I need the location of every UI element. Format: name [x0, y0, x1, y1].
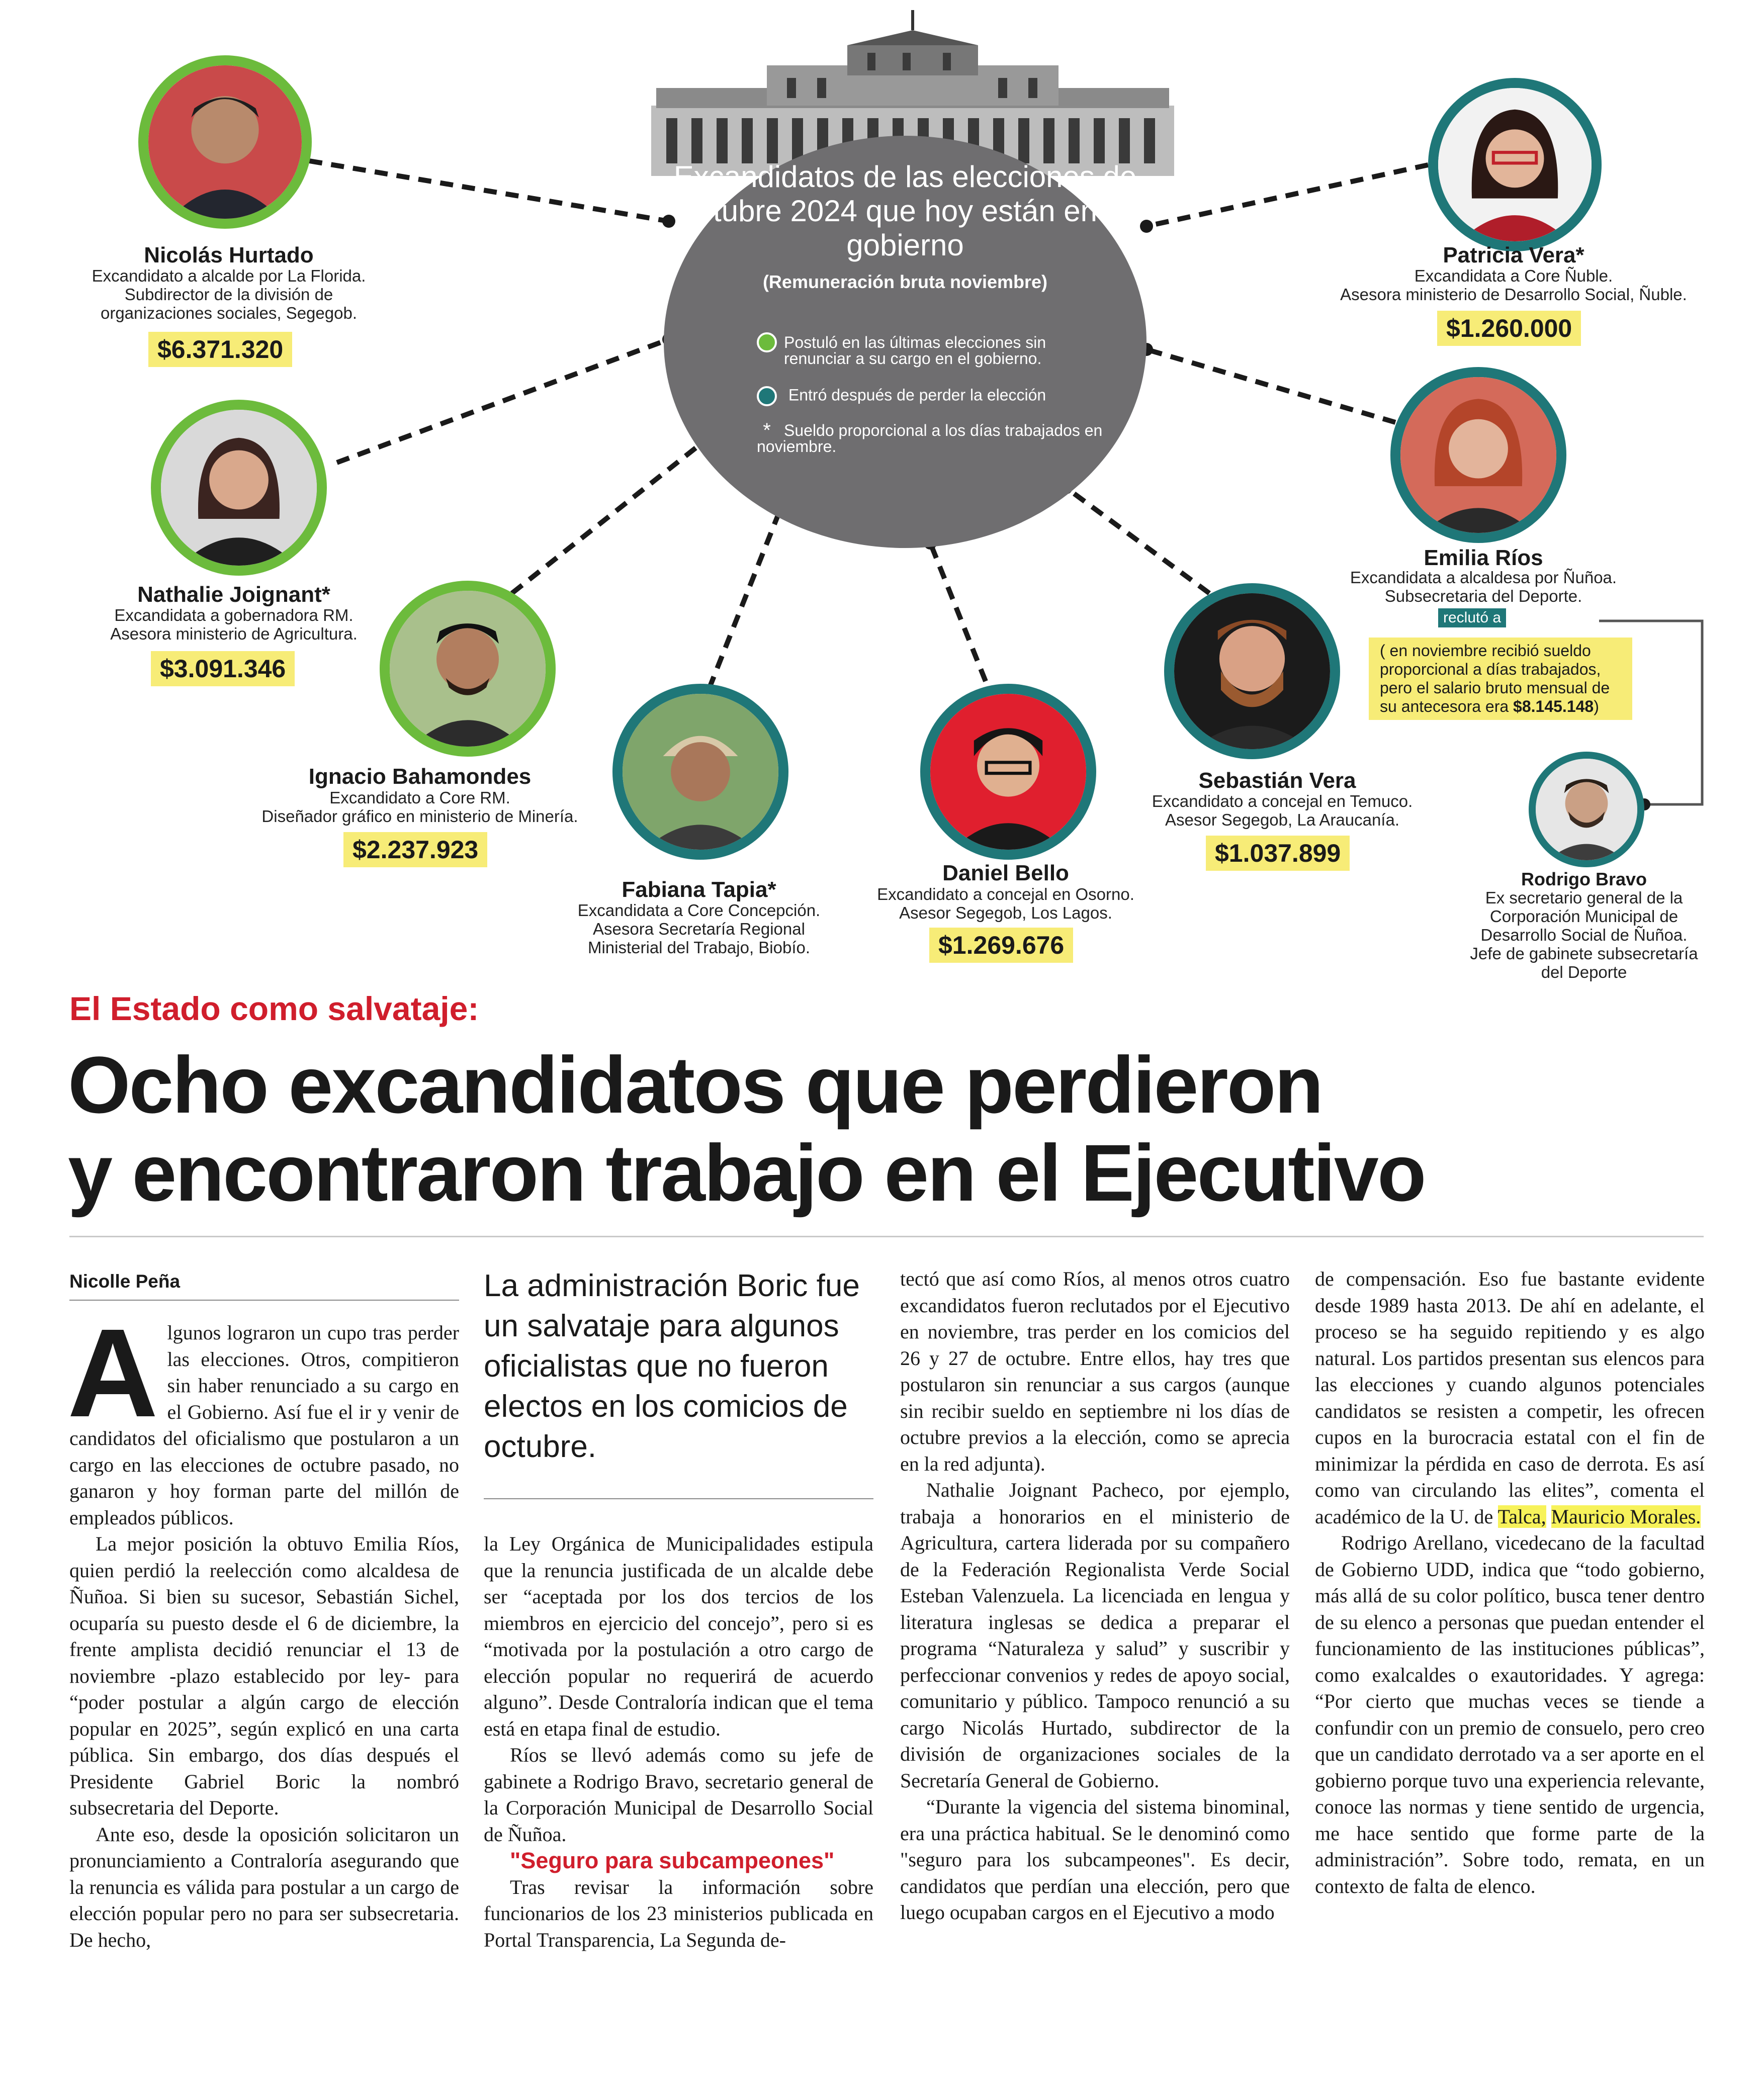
legend-star-text: Sueldo proporcional a los días trabajados en noviembre. — [757, 421, 1103, 456]
pullquote-rule — [484, 1498, 873, 1499]
connector-rios — [1146, 349, 1395, 422]
salary-hurtado: $6.371.320 — [148, 332, 292, 367]
avatar-patricia-vera — [1428, 78, 1602, 251]
avatar-hurtado — [138, 55, 312, 229]
paragraph: “Durante la vigencia del sistema binominal, era una práctica habitual. Se le denominó como "seguro para los subcampeones". Es decir, candidatos que perdían una elección, pero que luego ocupaban cargos en el Ejecutivo a modo — [900, 1795, 1290, 1924]
name-rios: Emilia Ríos — [1424, 545, 1543, 570]
desc-rios: Excandidata a alcaldesa por Ñuñoa. Subsecretaria del Deporte. — [1350, 568, 1617, 605]
desc-tapia: Excandidata a Core Concepción. Asesora Secretaría Regional Ministerial del Trabajo, Biobío. — [577, 901, 821, 957]
infographic-subtitle: (Remuneración bruta noviembre) — [762, 271, 1048, 292]
connector-sebastian — [1066, 488, 1209, 593]
paragraph: Ante eso, desde la oposición solicitaron un pronunciamiento a Contraloría asegurando que la renuncia es válida para postular a un cargo de elección popular pero no para ser subsecretaria. De hecho, — [69, 1823, 459, 1951]
asterisk-icon: * — [763, 419, 771, 441]
paragraph: tectó que así como Ríos, al menos otros cuatro excandidatos fueron reclutados por el Ejecutivo en noviembre, tras perder en los comicios del 26 y 27 de octubre. Entre ellos, hay tres que postularon sin renunciar a sus cargos (aunque sin recibir sueldo en septiembre ni los días de octubre previos a la elección, como se aprecia en la red adjunta). — [900, 1267, 1290, 1475]
paragraph: de compensación. Eso fue bastante evidente desde 1989 hasta 2013. De ahí en adelante, el proceso se ha seguido repitiendo y es algo natural. Los partidos presentan sus elencos para las elecciones y cuando algunos potenciales candidatos se resisten a competir, les ofrecen cupos en la burocracia estatal con el fin de minimizar la pérdida en caso de derrota. Es así como van circulando las elites”, comenta el académico de la U. de Talca, Mauricio Morales. — [1315, 1267, 1705, 1528]
dropcap: A — [67, 1303, 158, 1443]
name-tapia: Fabiana Tapia* — [622, 877, 776, 902]
article-column-3 — [900, 1266, 1290, 1926]
legend-green-text: Postuló en las últimas elecciones sin renunciar a su cargo en el gobierno. — [784, 333, 1046, 368]
connector-joignant — [337, 339, 669, 463]
name-bravo: Rodrigo Bravo — [1521, 869, 1647, 889]
name-bahamondes: Ignacio Bahamondes — [308, 764, 532, 789]
paragraph: la Ley Orgánica de Municipalidades estipula que la renuncia justificada de un alcalde debe ser “aceptada por los dos tercios de los miembros en ejercicio del concejo”, pero si es “motivada por la postulación a otro cargo de elección popular no requerirá de acuerdo alguno”. Desde Contraloría indican que el tema está en etapa final de estudio. — [484, 1532, 873, 1740]
paragraph: La mejor posición la obtuvo Emilia Ríos, quien perdió la reelección como alcaldesa de Ñuñoa. Si bien su sucesor, Sebastián Sichel, ocuparía su puesto desde el 6 de diciembre, la frente amplista decidió renunciar el 13 de noviembre -plazo establecido por ley- para “poder postular a algún cargo de elección popular en 2025”, según explicó en una carta pública. Sin embargo, dos días después el Presidente Gabriel Boric la nombró subsecretaria del Deporte. — [69, 1532, 459, 1819]
name-hurtado: Nicolás Hurtado — [144, 243, 314, 267]
avatar-rios — [1390, 367, 1566, 543]
pull-quote: La administración Boric fue un salvataje para algunos oficialistas que no fueron electos en los comicios de octubre. — [484, 1268, 860, 1464]
highlighted-text: Mauricio Morales. — [1551, 1505, 1701, 1528]
salary-bahamondes: $2.237.923 — [343, 832, 487, 867]
paragraph: Tras revisar la información sobre funcionarios de los 23 ministerios publicada en Portal Transparencia, La Segunda de- — [484, 1875, 873, 1951]
legend-green — [757, 334, 1104, 367]
connector-hurtado — [309, 161, 669, 221]
connector-patricia — [1146, 165, 1428, 226]
legend-star — [757, 419, 1104, 456]
kicker: El Estado como salvataje: — [69, 990, 479, 1027]
byline-rule — [69, 1300, 459, 1301]
subhead: "Seguro para subcampeones" — [510, 1848, 835, 1873]
desc-hurtado: Excandidato a alcalde por La Florida. Subdirector de la división de organizaciones sociales, Segegob. — [92, 266, 366, 322]
name-sebastian-vera: Sebastián Vera — [1198, 768, 1356, 793]
paragraph: lgunos lograron un cupo tras perder las elecciones. Otros, compitieron sin haber renunciado a su cargo en el Gobierno. Así fue el ir y venir de candidatos del oficialismo que postularon a un cargo en las elecciones de octubre pasado, no ganaron y hoy forman parte del millón de empleados públicos. — [69, 1321, 459, 1529]
article-column-2 — [484, 1531, 873, 1953]
legend-teal — [757, 386, 1109, 406]
connector-bahamondes — [512, 437, 709, 593]
avatar-joignant — [151, 400, 327, 576]
connector-tapia — [709, 505, 782, 689]
desc-bello: Excandidato a concejal en Osorno. Asesor Segegob, Los Lagos. — [877, 885, 1134, 922]
paragraph: Rodrigo Arellano, vicedecano de la facultad de Gobierno UDD, indica que “todo gobierno, más allá de su color político, busca tener dentro de su elenco a personas que puedan entender el funcionamiento de las instituciones públicas”, como exalcaldes o exautoridades. Y agrega: “Por cierto que muchas veces se tiende a confundir con un premio de consuelo, pero creo que un candidato derrotado va a ser aporte en el gobierno porque tuvo una experiencia relevante, conoce las normas y tiene sentido de urgencia, me hace sentido que forme parte de la administración”. Sobre todo, remata, en un contexto de falta de elenco. — [1315, 1531, 1705, 1897]
desc-bahamondes: Excandidato a Core RM. Diseñador gráfico en ministerio de Minería. — [261, 788, 578, 826]
green-dot-icon — [757, 332, 777, 352]
desc-bravo: Ex secretario general de la Corporación Municipal de Desarrollo Social de Ñuñoa. Jefe de gabinete subsecretaría del Deporte — [1470, 888, 1698, 981]
name-patricia-vera: Patricia Vera* — [1443, 243, 1584, 267]
article-column-1 — [67, 1303, 459, 1953]
desc-sebastian-vera: Excandidato a concejal en Temuco. Asesor Segegob, La Araucanía. — [1152, 792, 1413, 829]
predecessor-salary: $8.145.148 — [1513, 697, 1594, 715]
avatar-tapia — [612, 684, 788, 860]
desc-patricia-vera: Excandidata a Core Ñuble. Asesora ministerio de Desarrollo Social, Ñuble. — [1340, 266, 1687, 304]
salary-patricia-vera: $1.260.000 — [1437, 311, 1581, 346]
infographic-title: Excandidatos de las elecciones de octubre 2024 que hoy están en el gobierno — [673, 160, 1137, 262]
headline: Ocho excandidatos que perdieron y encontraron trabajo en el Ejecutivo — [68, 1040, 1425, 1218]
article-column-4 — [1315, 1266, 1705, 1899]
name-joignant: Nathalie Joignant* — [137, 582, 330, 607]
name-bello: Daniel Bello — [942, 861, 1069, 885]
avatar-bello — [920, 684, 1096, 860]
salary-joignant: $3.091.346 — [151, 651, 295, 686]
avatar-bravo — [1529, 752, 1644, 867]
avatar-sebastian-vera — [1164, 583, 1340, 759]
salary-sebastian-vera: $1.037.899 — [1206, 836, 1350, 871]
legend-teal-text: Entró después de perder la elección — [788, 386, 1046, 404]
recruited-tag: reclutó a — [1438, 608, 1506, 627]
paragraph: Ríos se llevó además como su jefe de gabinete a Rodrigo Bravo, secretario general de la Corporación Municipal de Desarrollo Social de Ñuñoa. — [484, 1744, 873, 1846]
rios-salary-note: ( en noviembre recibió sueldo proporcional a días trabajados, pero el salario bruto mensual de su antecesora era $8.145.148) — [1369, 638, 1632, 720]
avatar-bahamondes — [380, 581, 556, 757]
salary-bello: $1.269.676 — [929, 928, 1073, 963]
teal-dot-icon — [757, 386, 777, 406]
highlighted-text: Talca, — [1497, 1505, 1546, 1528]
connector-bello — [930, 543, 986, 681]
paragraph: Nathalie Joignant Pacheco, por ejemplo, trabaja a honorarios en el ministerio de Agricultura, cartera liderada por su compañero de la Federación Regionalista Verde Social Esteban Valenzuela. La licenciada en lengua y literatura inglesas se dedica a preparar el programa “Naturaleza y salud” y suscribir y perfeccionar convenios y redes de apoyo social, comunitario y público. Tampoco renunció a su cargo Nicolás Hurtado, subdirector de la división de organizaciones sociales de la Secretaría General de Gobierno. — [900, 1479, 1290, 1792]
desc-joignant: Excandidata a gobernadora RM. Asesora ministerio de Agricultura. — [110, 606, 358, 643]
headline-rule — [69, 1236, 1704, 1237]
byline: Nicolle Peña — [69, 1271, 181, 1292]
